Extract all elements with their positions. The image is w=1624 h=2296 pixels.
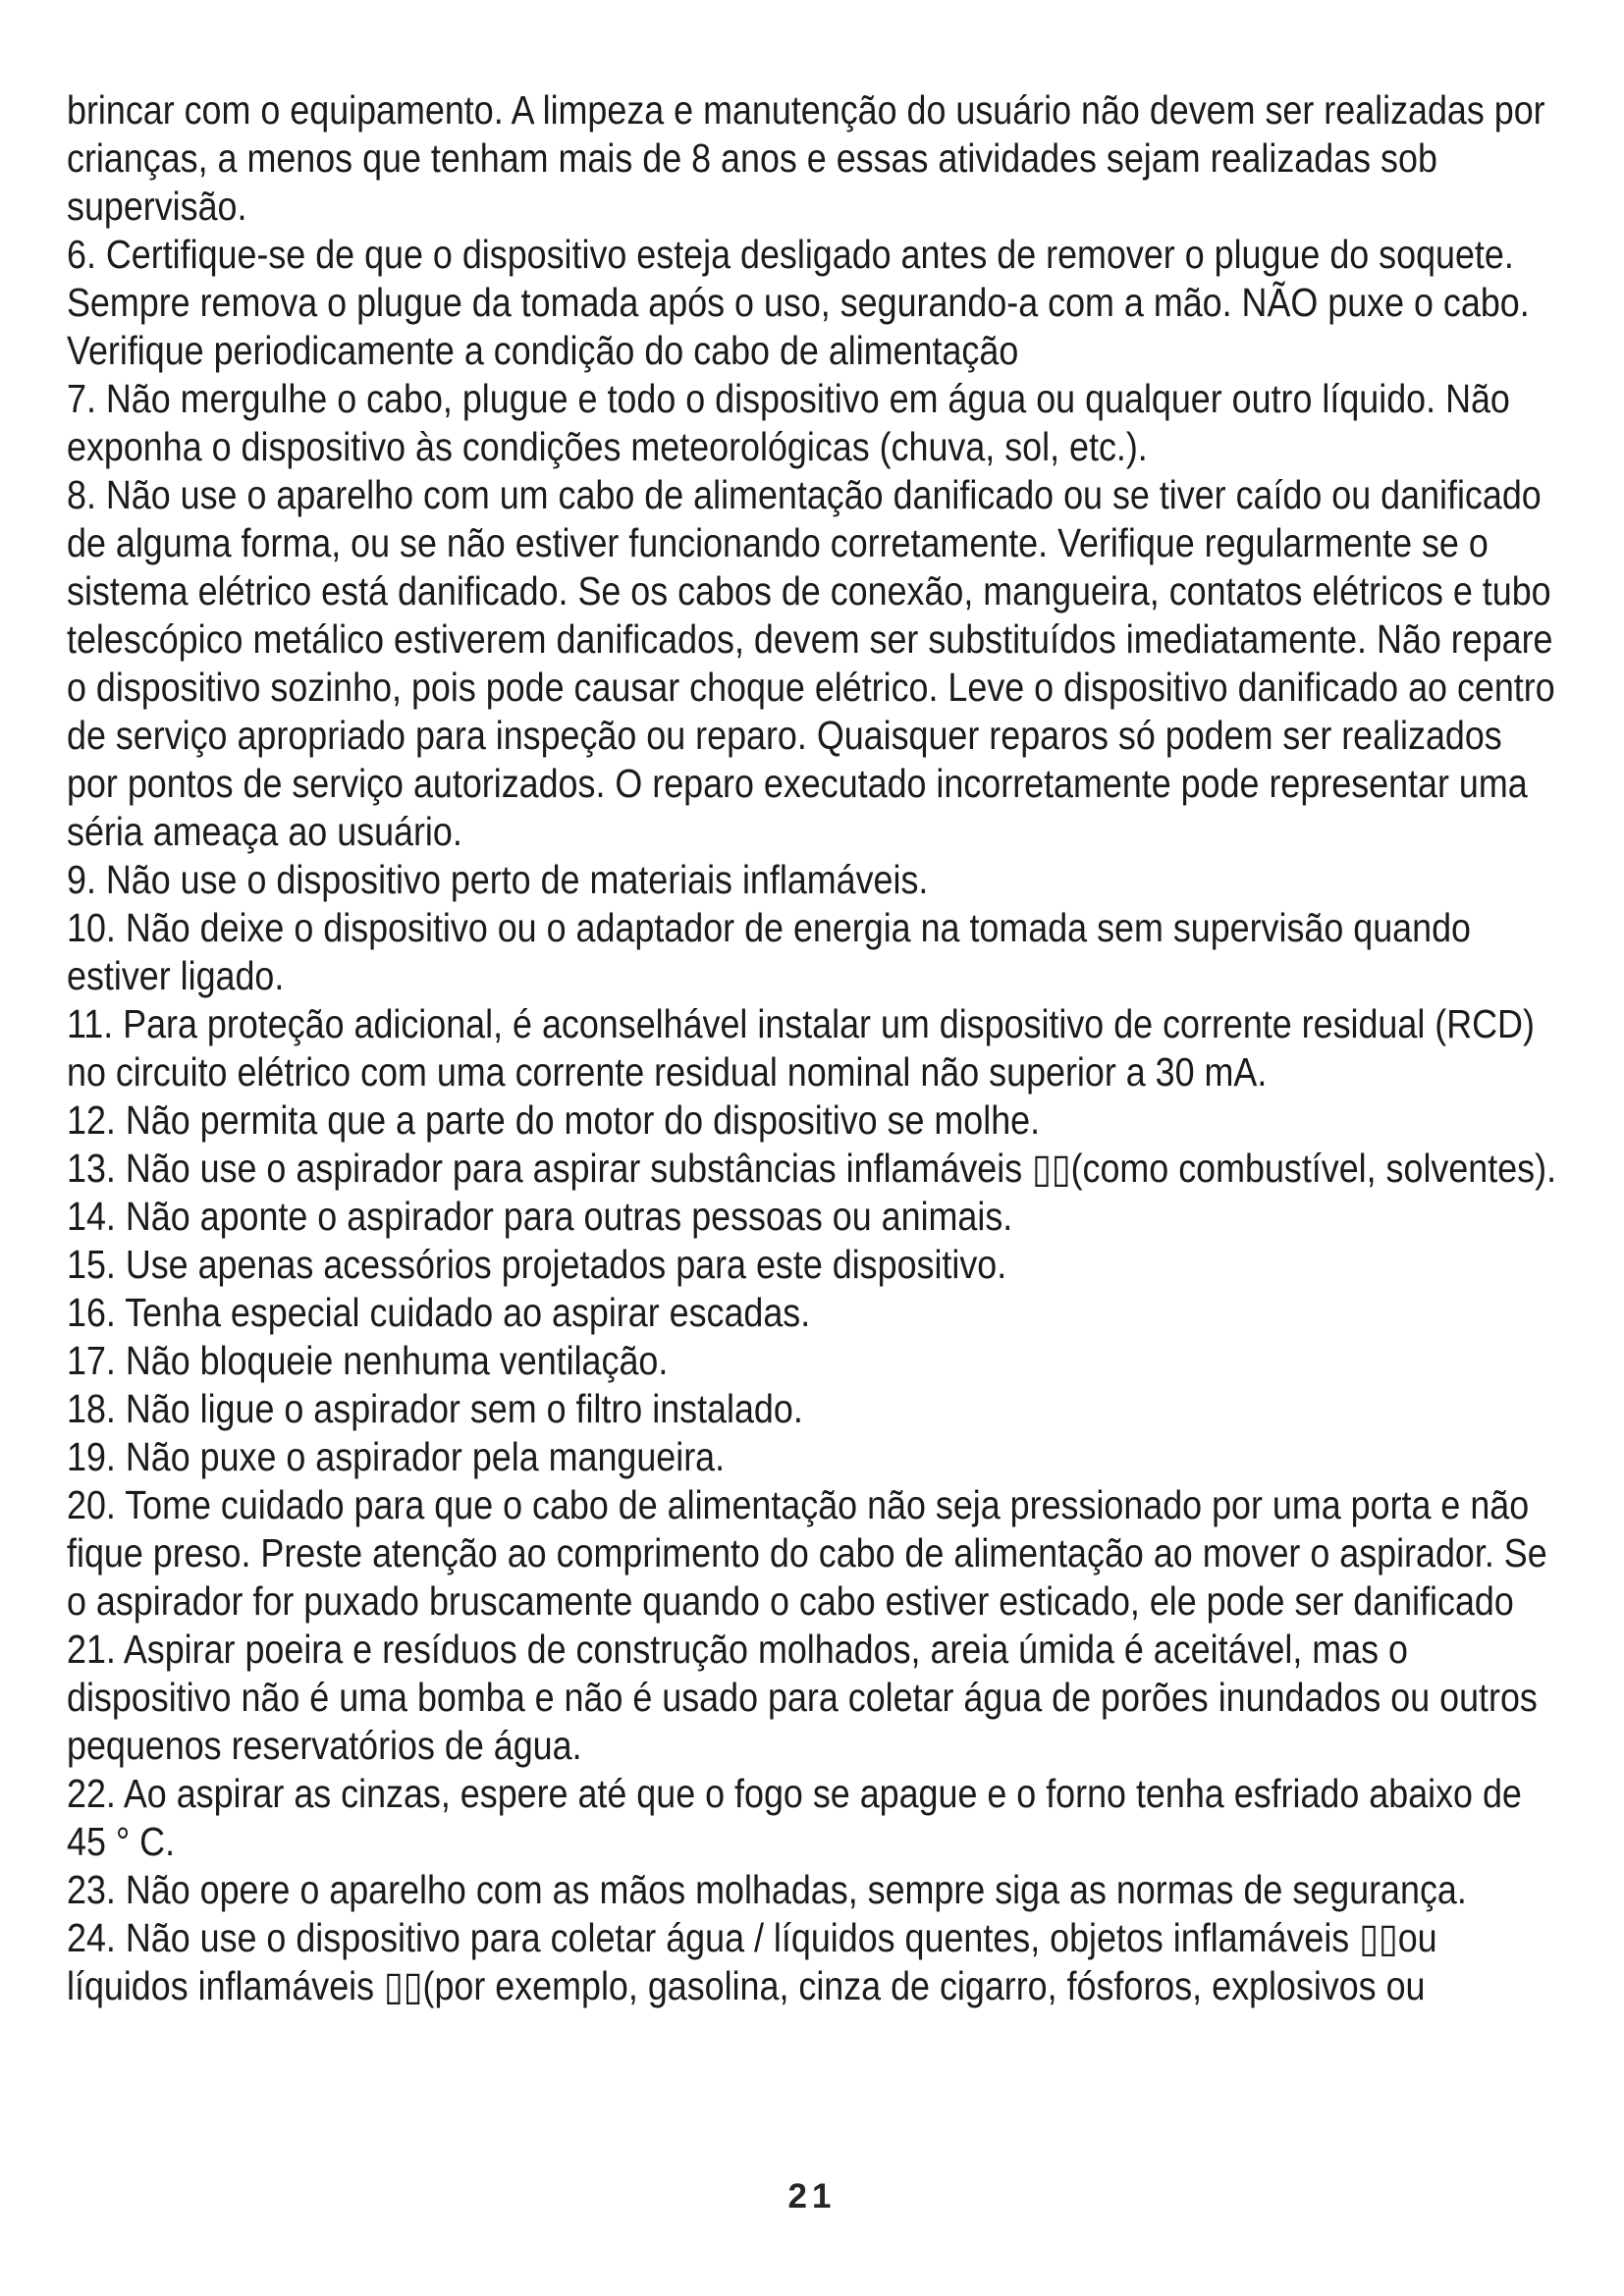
instruction-22: 22. Ao aspirar as cinzas, espere até que o fogo se apague e o forno tenha esfriado abaixo de 45 ° C. <box>67 1771 1522 1864</box>
instruction-17: 17. Não bloqueie nenhuma ventilação. <box>67 1338 669 1383</box>
instruction-13: 13. Não use o aspirador para aspirar substâncias inflamáveis ▯▯(como combustível, solventes). <box>67 1146 1557 1191</box>
instruction-9: 9. Não use o dispositivo perto de materiais inflamáveis. <box>67 857 929 902</box>
instruction-6: 6. Certifique-se de que o dispositivo esteja desligado antes de remover o plugue do soquete. Sempre remova o plugue da tomada após o uso, segurando-a com a mão. NÃO puxe o cabo. Verifique periodicamente a condição do cabo de alimentação <box>67 232 1530 373</box>
instruction-23: 23. Não opere o aparelho com as mãos molhadas, sempre siga as normas de segurança. <box>67 1867 1467 1912</box>
instruction-18: 18. Não ligue o aspirador sem o filtro instalado. <box>67 1386 803 1431</box>
instruction-15: 15. Use apenas acessórios projetados para este dispositivo. <box>67 1242 1007 1287</box>
instruction-16: 16. Tenha especial cuidado ao aspirar escadas. <box>67 1290 811 1335</box>
instruction-21: 21. Aspirar poeira e resíduos de construção molhados, areia úmida é aceitável, mas o dispositivo não é uma bomba e não é usado para coletar água de porões inundados ou outros pequenos reservatórios de água. <box>67 1627 1538 1768</box>
instruction-12: 12. Não permita que a parte do motor do dispositivo se molhe. <box>67 1097 1041 1143</box>
instruction-14: 14. Não aponte o aspirador para outras pessoas ou animais. <box>67 1194 1013 1239</box>
instruction-24: 24. Não use o dispositivo para coletar água / líquidos quentes, objetos inflamáveis ▯▯ou líquidos inflamáveis ▯▯(por exemplo, gasolina, cinza de cigarro, fósforos, explosivos ou <box>67 1915 1437 2008</box>
instruction-19: 19. Não puxe o aspirador pela mangueira. <box>67 1434 726 1479</box>
body-text <box>67 86 1557 2010</box>
page-number: 21 <box>787 2177 837 2216</box>
instruction-11: 11. Para proteção adicional, é aconselhável instalar um dispositivo de corrente residual (RCD) no circuito elétrico com uma corrente residual nominal não superior a 30 mA. <box>67 1001 1535 1095</box>
instruction-10: 10. Não deixe o dispositivo ou o adaptador de energia na tomada sem supervisão quando estiver ligado. <box>67 905 1471 998</box>
instruction-20: 20. Tome cuidado para que o cabo de alimentação não seja pressionado por uma porta e não fique preso. Preste atenção ao comprimento do cabo de alimentação ao mover o aspirador. Se o aspirador for puxado bruscamente quando o cabo estiver esticado, ele pode ser danificado <box>67 1482 1547 1624</box>
instruction-7: 7. Não mergulhe o cabo, plugue e todo o dispositivo em água ou qualquer outro líquido. Não exponha o dispositivo às condições meteorológicas (chuva, sol, etc.). <box>67 376 1510 469</box>
instruction-8: 8. Não use o aparelho com um cabo de alimentação danificado ou se tiver caído ou danificado de alguma forma, ou se não estiver funcionando corretamente. Verifique regularmente se o sistema elétrico está danificado. Se os cabos de conexão, mangueira, contatos elétricos e tubo telescópico metálico estiverem danificados, devem ser substituídos imediatamente. Não repare o dispositivo sozinho, pois pode causar choque elétrico. Leve o dispositivo danificado ao centro de serviço apropriado para inspeção ou reparo. Quaisquer reparos só podem ser realizados por pontos de serviço autorizados. O reparo executado incorretamente pode representar uma séria ameaça ao usuário. <box>67 472 1555 854</box>
paragraph-item5-continuation: brincar com o equipamento. A limpeza e manutenção do usuário não devem ser realizadas por crianças, a menos que tenham mais de 8 anos e essas atividades sejam realizadas sob supervisão. <box>67 87 1545 229</box>
